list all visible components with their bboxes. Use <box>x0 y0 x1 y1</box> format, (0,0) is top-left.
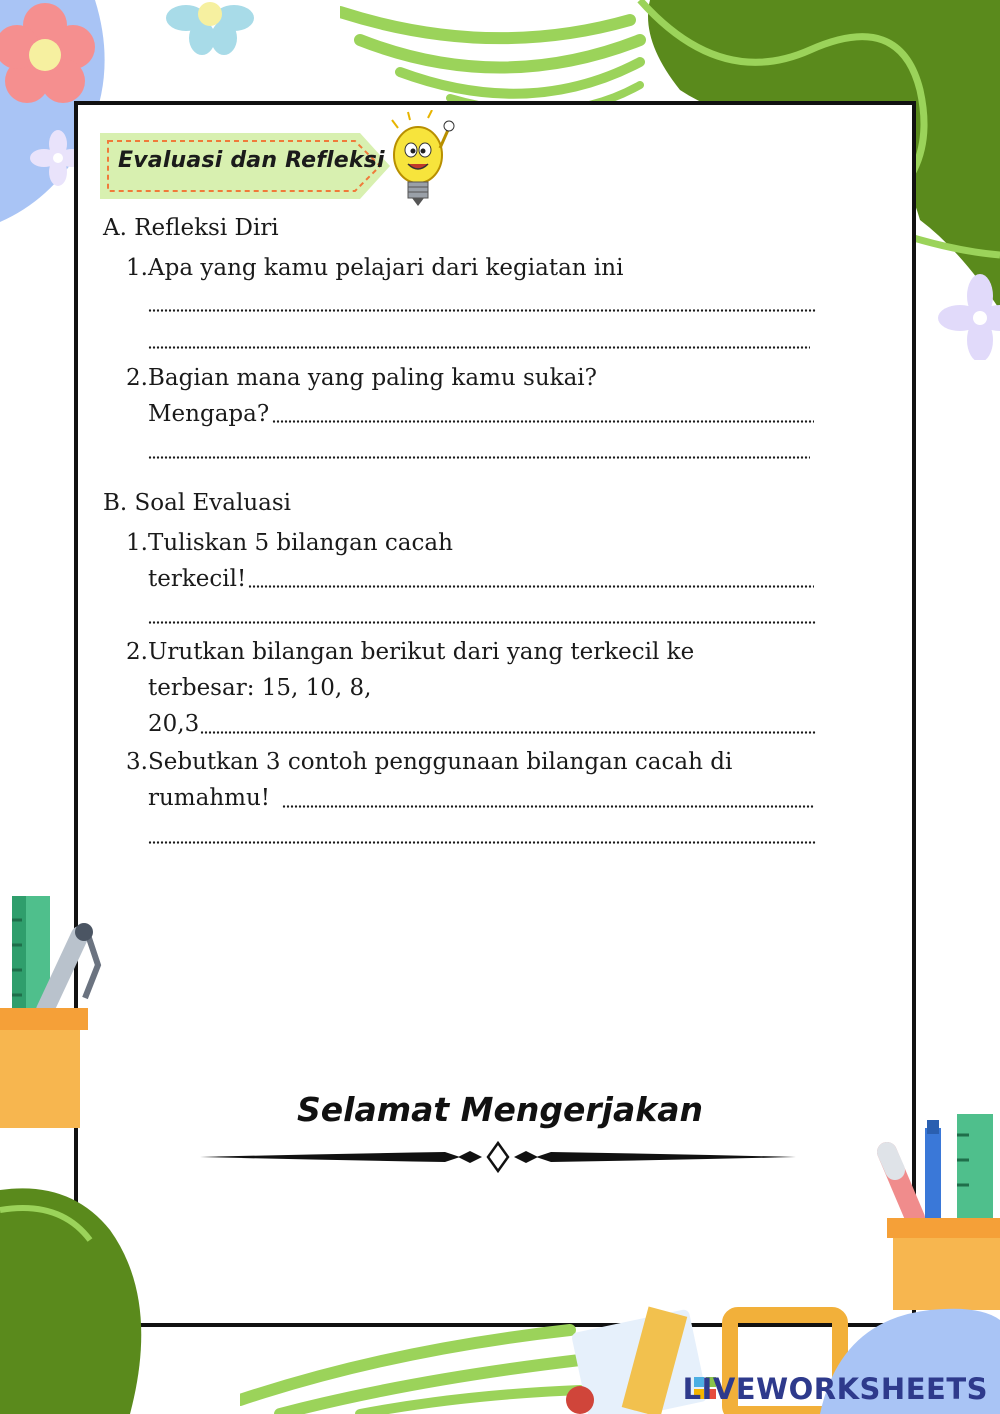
ornamental-divider-icon <box>200 1140 796 1174</box>
answer-line[interactable] <box>282 805 814 808</box>
answer-line[interactable] <box>148 346 810 349</box>
question-text: Tuliskan 5 bilangan cacah <box>148 530 453 556</box>
question-text: terkecil! <box>148 566 247 592</box>
bottom-left-leaf-decoration <box>0 1180 160 1414</box>
question-text: Bagian mana yang paling kamu sukai? <box>148 365 597 391</box>
brand-watermark[interactable]: LIVEWORKSHEETS <box>682 1372 988 1406</box>
answer-line[interactable] <box>248 585 814 588</box>
question-text: 20,3 <box>148 711 200 737</box>
question-number: 1. <box>126 530 148 556</box>
answer-line[interactable] <box>148 309 816 312</box>
question-number: 1. <box>126 255 148 281</box>
pencil-cup-right-illustration <box>875 1110 1000 1310</box>
answer-line[interactable] <box>272 420 814 423</box>
section-a-title: A. Refleksi Diri <box>103 215 279 241</box>
question-text: terbesar: 15, 10, 8, <box>148 675 372 701</box>
question-text: Apa yang kamu pelajari dari kegiatan ini <box>148 255 624 281</box>
closing-message: Selamat Mengerjakan <box>297 1090 703 1129</box>
question-text: Mengapa? <box>148 401 270 427</box>
question-text: Sebutkan 3 contoh penggunaan bilangan cacah di <box>148 749 733 775</box>
section-b-title: B. Soal Evaluasi <box>103 490 292 516</box>
question-number: 3. <box>126 749 148 775</box>
answer-line[interactable] <box>148 841 816 844</box>
question-text: rumahmu! <box>148 785 271 811</box>
question-number: 2. <box>126 365 148 391</box>
question-text: Urutkan bilangan berikut dari yang terkecil ke <box>148 639 695 665</box>
answer-line[interactable] <box>148 456 810 459</box>
question-number: 2. <box>126 639 148 665</box>
banner-title: Evaluasi dan Refleksi <box>118 148 385 173</box>
answer-line[interactable] <box>148 621 816 624</box>
answer-line[interactable] <box>200 731 816 734</box>
lightbulb-character-icon <box>388 110 458 212</box>
top-flower-decoration <box>160 0 260 60</box>
